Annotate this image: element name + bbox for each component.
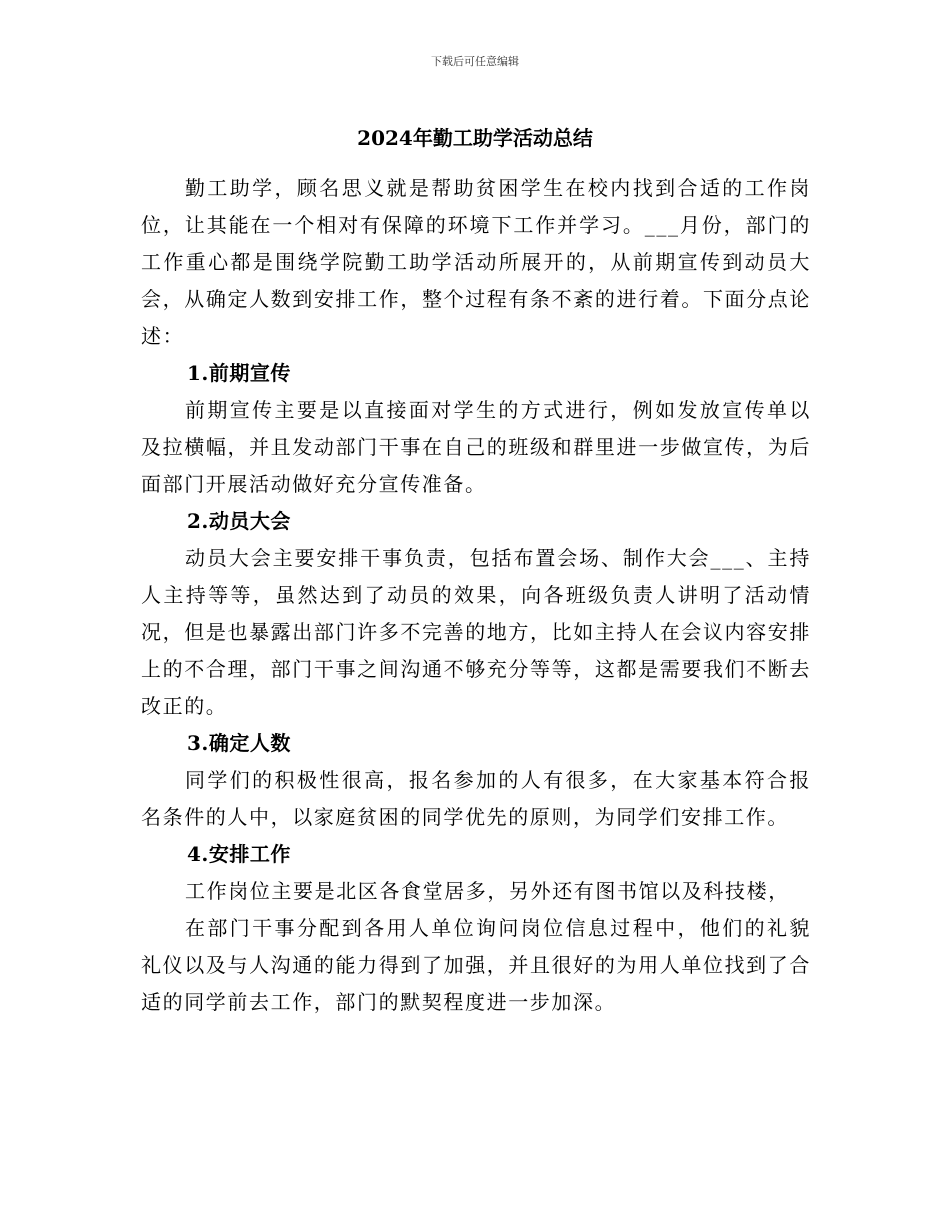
section-heading: 2.动员大会 <box>187 509 291 533</box>
intro-paragraph: 勤工助学，顾名思义就是帮助贫困学生在校内找到合适的工作岗位，让其能在一个相对有保障的环境下工作并学习。___月份，部门的工作重心都是围绕学院勤工助学活动所展开的，从前期宣传到动员大会，从确定人数到安排工作，整个过程有条不紊的进行着。下面分点论述： <box>141 176 811 348</box>
header-note: 下载后可任意编辑 <box>431 55 519 68</box>
section-paragraph: 在部门干事分配到各用人单位询问岗位信息过程中，他们的礼貌礼仪以及与人沟通的能力得到了加强，并且很好的为用人单位找到了合适的同学前去工作，部门的默契程度进一步加深。 <box>141 916 811 1014</box>
section-paragraph: 动员大会主要安排干事负责，包括布置会场、制作大会___、主持人主持等等，虽然达到了动员的效果，向各班级负责人讲明了活动情况，但是也暴露出部门许多不完善的地方，比如主持人在会议内容安排上的不合理，部门干事之间沟通不够充分等等，这都是需要我们不断去改正的。 <box>141 546 811 718</box>
document-title: 2024年勤工助学活动总结 <box>357 126 593 150</box>
section-paragraph: 工作岗位主要是北区各食堂居多，另外还有图书馆以及科技楼， <box>185 879 790 903</box>
section-paragraph: 前期宣传主要是以直接面对学生的方式进行，例如发放宣传单以及拉横幅，并且发动部门干事在自己的班级和群里进一步做宣传，为后面部门开展活动做好充分宣传准备。 <box>141 398 811 496</box>
section-heading: 1.前期宣传 <box>187 361 291 385</box>
document-body <box>141 170 811 1021</box>
section-heading: 3.确定人数 <box>187 731 291 755</box>
section-heading: 4.安排工作 <box>187 842 291 866</box>
section-paragraph: 同学们的积极性很高，报名参加的人有很多，在大家基本符合报名条件的人中，以家庭贫困的同学优先的原则，为同学们安排工作。 <box>141 768 811 829</box>
